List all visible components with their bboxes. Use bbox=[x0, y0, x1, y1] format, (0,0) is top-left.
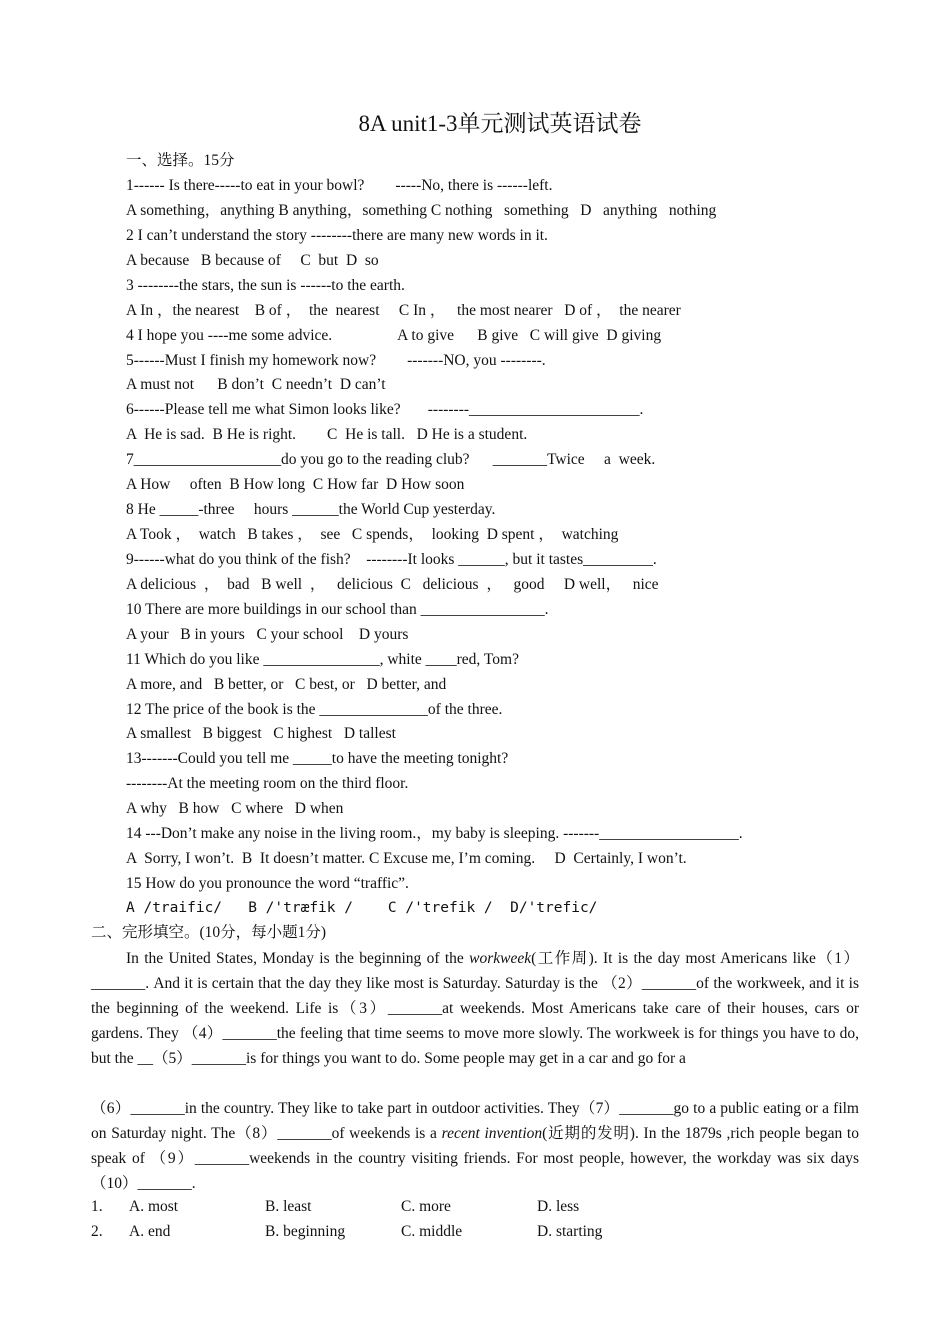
passage-paragraph bbox=[91, 946, 859, 1071]
question-line: --------At the meeting room on the third floor. bbox=[126, 775, 409, 793]
passage-text: （6）_______in the country. They like to take part in outdoor activities. They（7）_______go to a public eating or a film on Saturday night. The（8）_______of weekends is a bbox=[91, 1100, 859, 1142]
question-line: 2 I can’t understand the story --------there are many new words in it. bbox=[126, 226, 548, 244]
question-line: A delicious ， bad B well ， delicious C delicious ， good D well， nice bbox=[126, 575, 659, 593]
question-line: 11 Which do you like _______________, white ____red, Tom? bbox=[126, 650, 519, 668]
question-line: 12 The price of the book is the ______________of the three. bbox=[126, 700, 503, 718]
page-title: 8A unit1-3单元测试英语试卷 bbox=[358, 111, 642, 136]
answer-number: 2. bbox=[91, 1223, 103, 1240]
answer-option: D. starting bbox=[537, 1223, 603, 1240]
answer-option: D. less bbox=[537, 1198, 580, 1215]
passage-italic-term: workweek bbox=[469, 950, 532, 967]
answer-option: C. more bbox=[401, 1198, 451, 1215]
question-line: 1------ Is there-----to eat in your bowl? -----No, there is ------left. bbox=[126, 177, 553, 194]
question-line: 8 He _____-three hours ______the World Cup yesterday. bbox=[126, 501, 496, 519]
passage-text: In the United States, Monday is the beginning of the bbox=[126, 950, 470, 967]
question-line: A He is sad. B He is right. C He is tall. D He is a student. bbox=[126, 426, 528, 444]
question-line: A why B how C where D when bbox=[126, 800, 344, 818]
answer-option: B. beginning bbox=[265, 1223, 346, 1240]
answer-option: C. middle bbox=[401, 1223, 463, 1240]
answer-option: B. least bbox=[265, 1198, 312, 1215]
question-line: A Took ， watch B takes ， see C spends， looking D spent ， watching bbox=[126, 526, 619, 544]
passage-paragraph bbox=[91, 1096, 859, 1196]
section-heading: 二、完形填空。(10分，每小题1分) bbox=[91, 924, 327, 941]
question-line: A smallest B biggest C highest D tallest bbox=[126, 725, 396, 743]
question-line: A your B in yours C your school D yours bbox=[126, 625, 409, 643]
question-line: A more, and B better, or C best, or D better, and bbox=[126, 675, 447, 693]
pronunciation-options: A /traific/ B /'træfik / C /'trefik / D/'trefic/ bbox=[126, 900, 598, 916]
question-line: 9------what do you think of the fish? --------It looks ______, but it tastes_________. bbox=[126, 550, 657, 568]
question-line: A because B because of C but D so bbox=[126, 251, 379, 269]
answer-option: A. most bbox=[129, 1198, 179, 1215]
question-line: 4 I hope you ----me some advice. A to give B give C will give D giving bbox=[126, 326, 662, 344]
answer-option: A. end bbox=[129, 1223, 171, 1240]
question-line: A In ，the nearest B of ， the nearest C In ， the most nearer D of ， the nearer bbox=[126, 301, 681, 319]
question-line: 7___________________do you go to the reading club? _______Twice a week. bbox=[126, 451, 656, 469]
question-line: 10 There are more buildings in our school than ________________. bbox=[126, 600, 549, 618]
question-line: 5------Must I finish my homework now? -------NO, you --------. bbox=[126, 351, 546, 369]
answer-number: 1. bbox=[91, 1198, 103, 1215]
question-line: A something，anything B anything，something C nothing something D anything nothing bbox=[126, 201, 717, 219]
question-line: 6------Please tell me what Simon looks like? --------______________________. bbox=[126, 401, 644, 419]
passage-text: (工作周). It is the day most Americans like（1）_______. And it is certain that the day they like most is Saturday. Saturday is the （2）_______of the workweek, and it is the beginning of the weekend. Life is（3）_______at weekends. Most Americans take care of their houses, cars or gardens. They （4）_______the feeling that time seems to move more slowly. The workweek is for things you have to do, but the __（5）_______is for things you want to do. Some people may get in a car and go for a bbox=[91, 950, 859, 1067]
section-heading: 一、选择。15分 bbox=[126, 152, 235, 169]
question-line: A must not B don’t C needn’t D can’t bbox=[126, 376, 386, 394]
question-line: 13-------Could you tell me _____to have the meeting tonight? bbox=[126, 750, 509, 768]
passage-text: (近期的发明). In the 1879s ,rich people began to speak of （9）_______weekends in the country visiting friends. For most people, however, the workday was six days （10）_______. bbox=[91, 1125, 859, 1192]
question-line: A How often B How long C How far D How soon bbox=[126, 476, 465, 494]
passage-italic-term: recent invention bbox=[441, 1125, 543, 1142]
question-line: 14 ---Don’t make any noise in the living room.，my baby is sleeping. -------__________________. bbox=[126, 825, 743, 843]
question-line: 3 --------the stars, the sun is ------to the earth. bbox=[126, 276, 405, 294]
question-line: A Sorry, I won’t. B It doesn’t matter. C Excuse me, I’m coming. D Certainly, I won’t. bbox=[126, 850, 687, 868]
question-line: 15 How do you pronounce the word “traffic”. bbox=[126, 875, 409, 893]
